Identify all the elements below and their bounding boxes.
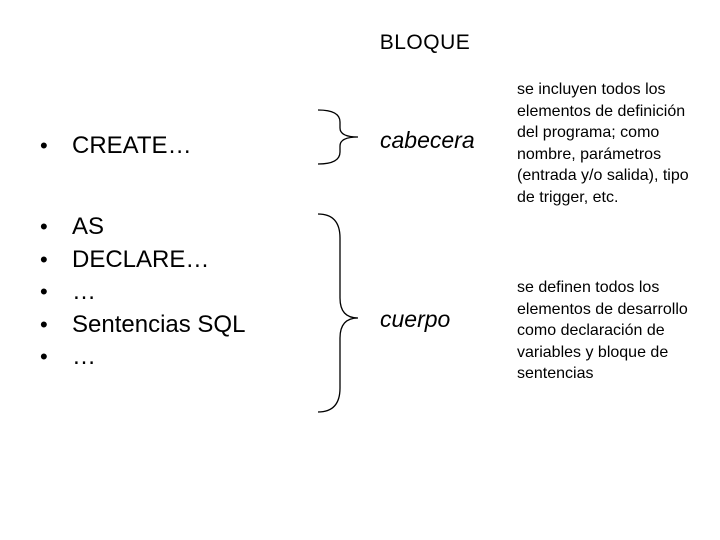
list-item	[40, 341, 245, 374]
bullet-text: …	[72, 343, 96, 370]
list-item	[40, 276, 245, 309]
bullet-text: AS	[72, 213, 105, 240]
bullet-marker: •	[40, 214, 48, 239]
bullet-text: CREATE…	[72, 132, 192, 159]
list-item	[40, 211, 245, 244]
section-label-header: cabecera	[380, 127, 475, 153]
section-description-body: se definen todos los elementos de desarrollo como declaración de variables y bloque de sentencias	[517, 279, 688, 383]
list-item	[40, 244, 245, 277]
bullet-marker: •	[40, 279, 48, 304]
list-item	[40, 130, 192, 162]
bullet-marker: •	[40, 133, 48, 158]
section-description-header: se incluyen todos los elementos de definición del programa; como nombre, parámetros (entrada y/o salida), tipo de trigger, etc.	[517, 81, 689, 206]
bullet-list-header	[40, 130, 192, 162]
bullet-marker: •	[40, 246, 48, 272]
bullet-text: Sentencias SQL	[72, 310, 246, 338]
bullet-marker: •	[40, 311, 48, 337]
bullet-text: DECLARE…	[72, 245, 210, 273]
brace-header	[318, 110, 358, 164]
bullet-list-body	[40, 211, 245, 374]
diagram-title: BLOQUE	[379, 31, 471, 54]
list-item	[40, 309, 245, 342]
brace-body	[318, 214, 358, 412]
section-label-body: cuerpo	[380, 306, 451, 332]
bullet-marker: •	[40, 344, 48, 369]
bullet-text: …	[72, 278, 96, 305]
